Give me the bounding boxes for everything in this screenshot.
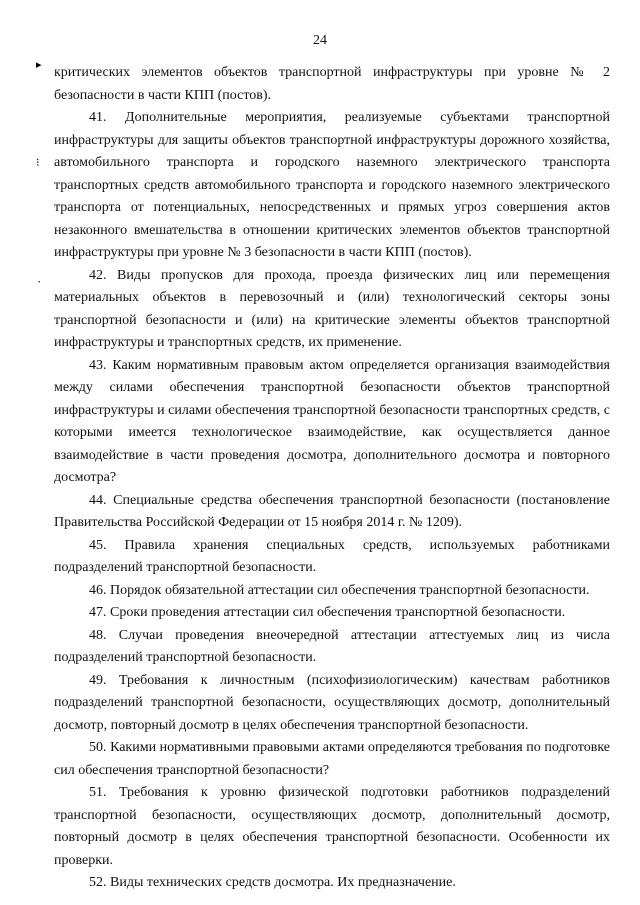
scan-mark: ⁝ xyxy=(36,157,40,169)
paragraph-item-43: 43. Каким нормативным правовым актом определяется организация взаимодействия между силами обеспечения транспортной безопасности объектов транспортной инфраструктуры и силами обеспечения транспортной безопасности транспортных средств, с которыми имеется технологическое взаимодействие, как осуществляется данное взаимодействие в части проведения досмотра, дополнительного досмотра и повторного досмотра? xyxy=(54,357,610,485)
document-body xyxy=(54,62,610,895)
paragraph-continuation: критических элементов объектов транспортной инфраструктуры при уровне № 2 безопасности в части КПП (постов). xyxy=(54,65,610,103)
paragraph-item-52: 52. Виды технических средств досмотра. Их предназначение. xyxy=(89,875,456,890)
paragraph-item-50: 50. Какими нормативными правовыми актами определяются требования по подготовке сил обеспечения транспортной безопасности? xyxy=(54,740,610,778)
paragraph-item-41: 41. Дополнительные мероприятия, реализуемые субъектами транспортной инфраструктуры для защиты объектов транспортной инфраструктуры дорожного хозяйства, автомобильного транспорта и городского наземного электрического транспорта транспортных средств автомобильного транспорта и городского наземного электрического транспорта от потенциальных, непосредственных и прямых угроз совершения актов незаконного вмешательства в отношении критических элементов объектов транспортной инфраструктуры при уровне № 3 безопасности в части КПП (постов). xyxy=(54,110,610,260)
paragraph-item-51: 51. Требования к уровню физической подготовки работников подразделений транспортной безопасности, осуществляющих досмотр, дополнительный досмотр, повторный досмотр в целях обеспечения транспортной безопасности. Особенности их проверки. xyxy=(54,785,610,868)
paragraph-item-47: 47. Сроки проведения аттестации сил обеспечения транспортной безопасности. xyxy=(89,605,566,620)
scan-mark: ˺ xyxy=(37,279,41,291)
paragraph-item-49: 49. Требования к личностным (психофизиологическим) качествам работников подразделений транспортной безопасности, осуществляющих досмотр, дополнительный досмотр, повторный досмотр в целях обеспечения транспортной безопасности. xyxy=(54,672,610,733)
scan-mark: ▸ xyxy=(36,59,42,71)
page-number: 24 xyxy=(313,33,327,48)
paragraph-item-44: 44. Специальные средства обеспечения транспортной безопасности (постановление Правительства Российской Федерации от 15 ноября 2014 г. № 1209). xyxy=(54,492,610,530)
paragraph-item-45: 45. Правила хранения специальных средств, используемых работниками подразделений транспортной безопасности. xyxy=(54,537,610,575)
paragraph-item-48: 48. Случаи проведения внеочередной аттестации аттестуемых лиц из числа подразделений транспортной безопасности. xyxy=(54,627,610,665)
paragraph-item-42: 42. Виды пропусков для прохода, проезда физических лиц или перемещения материальных объектов в перевозочный и (или) технологический секторы зоны транспортной безопасности и (или) на критические элементы объектов транспортной инфраструктуры и транспортных средств, их применение. xyxy=(54,267,610,350)
paragraph-item-46: 46. Порядок обязательной аттестации сил обеспечения транспортной безопасности. xyxy=(89,582,590,598)
